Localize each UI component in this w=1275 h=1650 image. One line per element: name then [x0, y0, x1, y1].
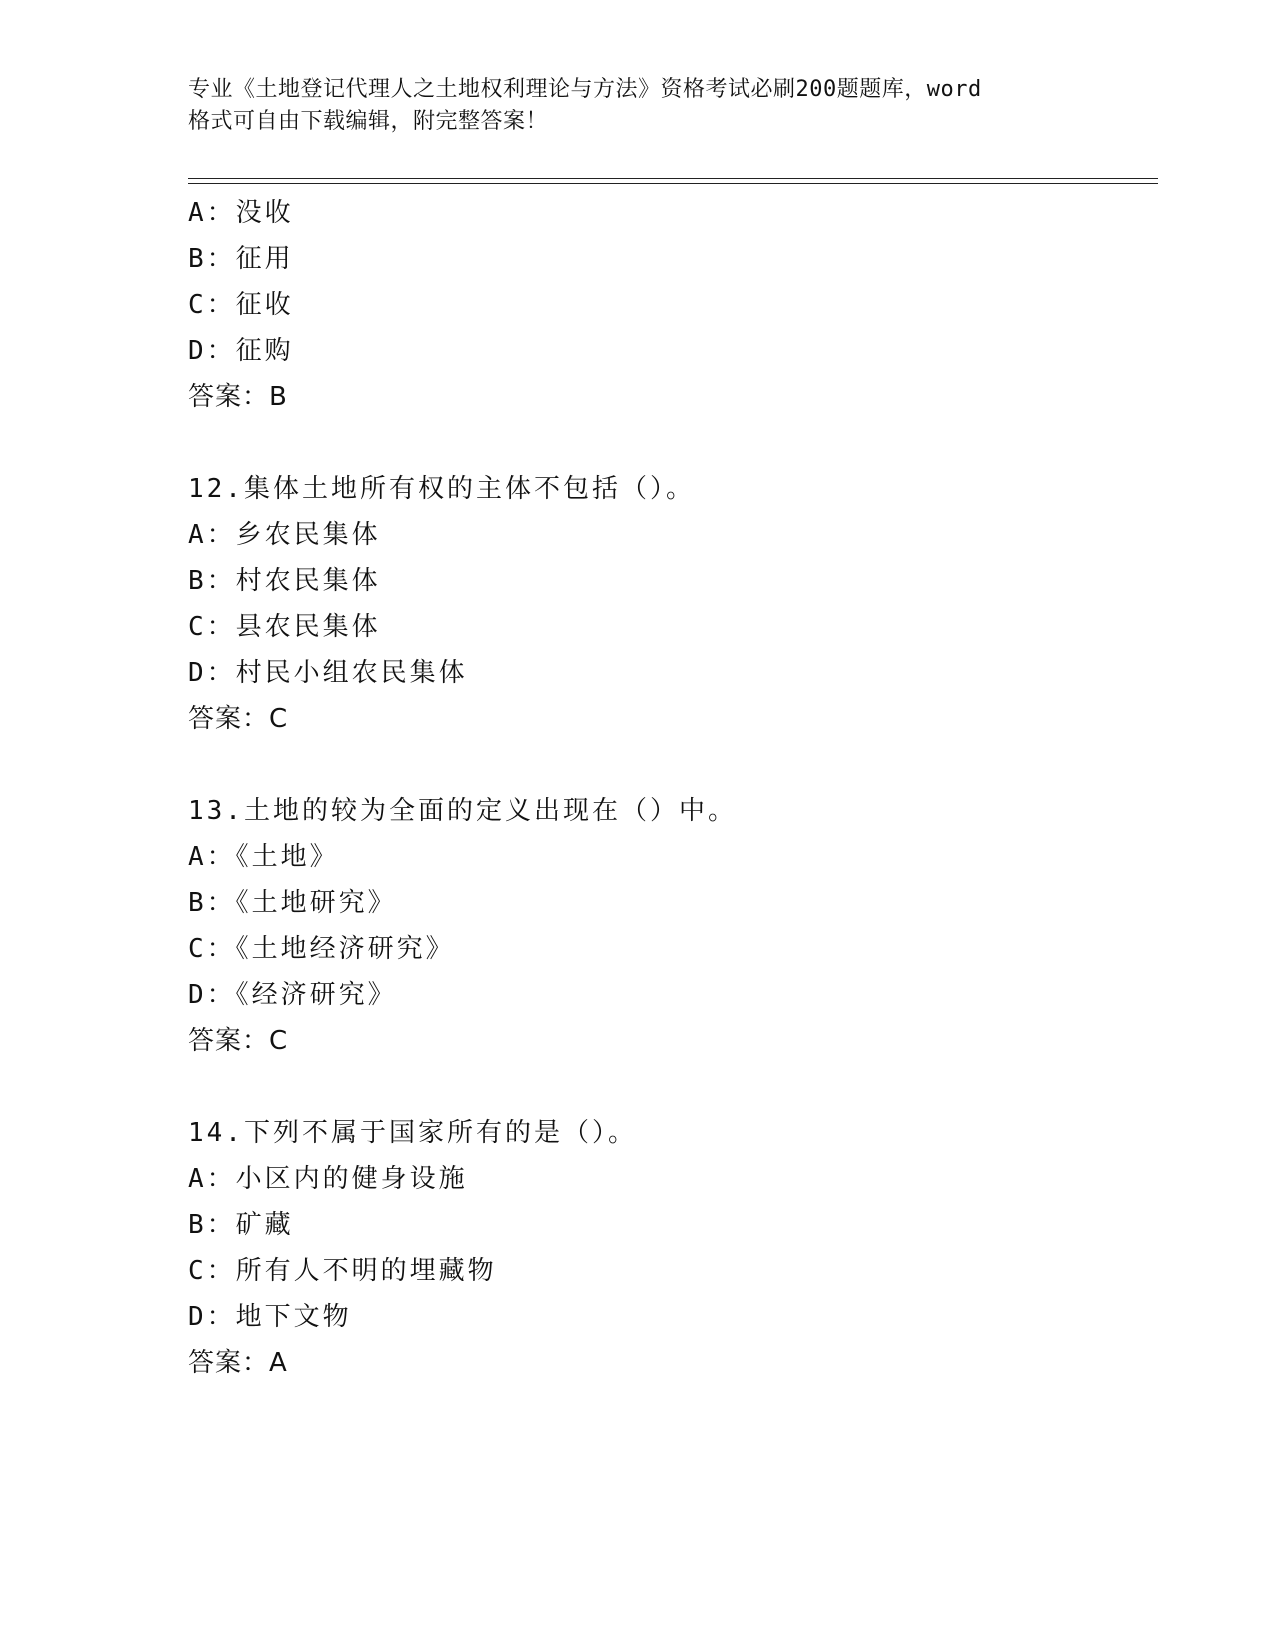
- question-text: 13.土地的较为全面的定义出现在（）中。: [188, 796, 737, 826]
- question-list: [188, 190, 1148, 1386]
- spacer: [188, 742, 1148, 788]
- option-c: C：县农民集体: [188, 612, 381, 642]
- option-a: A：小区内的健身设施: [188, 1164, 468, 1194]
- header-title-line-2: 格式可自由下载编辑，附完整答案！: [188, 109, 549, 134]
- question-block-11: [188, 190, 1148, 420]
- answer-line: 答案：C: [188, 704, 289, 734]
- question-text: 12.集体土地所有权的主体不包括（）。: [188, 474, 695, 504]
- option-d: D：地下文物: [188, 1302, 352, 1332]
- option-c: C：《土地经济研究》: [188, 934, 455, 964]
- option-c: C：征收: [188, 290, 294, 320]
- option-b: B：矿藏: [188, 1210, 294, 1240]
- option-b: B：村农民集体: [188, 566, 381, 596]
- question-block-14: [188, 1110, 1148, 1386]
- option-d: D：《经济研究》: [188, 980, 397, 1010]
- option-a: A：乡农民集体: [188, 520, 381, 550]
- header-title-line-1: 专业《土地登记代理人之土地权利理论与方法》资格考试必刷200题题库，word: [188, 77, 982, 102]
- header-divider-bottom: [188, 183, 1158, 184]
- question-text: 14.下列不属于国家所有的是（）。: [188, 1118, 637, 1148]
- option-d: D：村民小组农民集体: [188, 658, 468, 688]
- question-block-13: [188, 788, 1148, 1064]
- option-a: A：没收: [188, 198, 294, 228]
- option-d: D：征购: [188, 336, 294, 366]
- answer-line: 答案：A: [188, 1348, 288, 1378]
- spacer: [188, 1064, 1148, 1110]
- spacer: [188, 420, 1148, 466]
- answer-line: 答案：B: [188, 382, 288, 412]
- option-c: C：所有人不明的埋藏物: [188, 1256, 497, 1286]
- option-b: B：《土地研究》: [188, 888, 397, 918]
- answer-line: 答案：C: [188, 1026, 289, 1056]
- header-divider-top: [188, 178, 1158, 179]
- option-b: B：征用: [188, 244, 294, 274]
- option-a: A：《土地》: [188, 842, 339, 872]
- document-header: [188, 74, 1088, 138]
- question-block-12: [188, 466, 1148, 742]
